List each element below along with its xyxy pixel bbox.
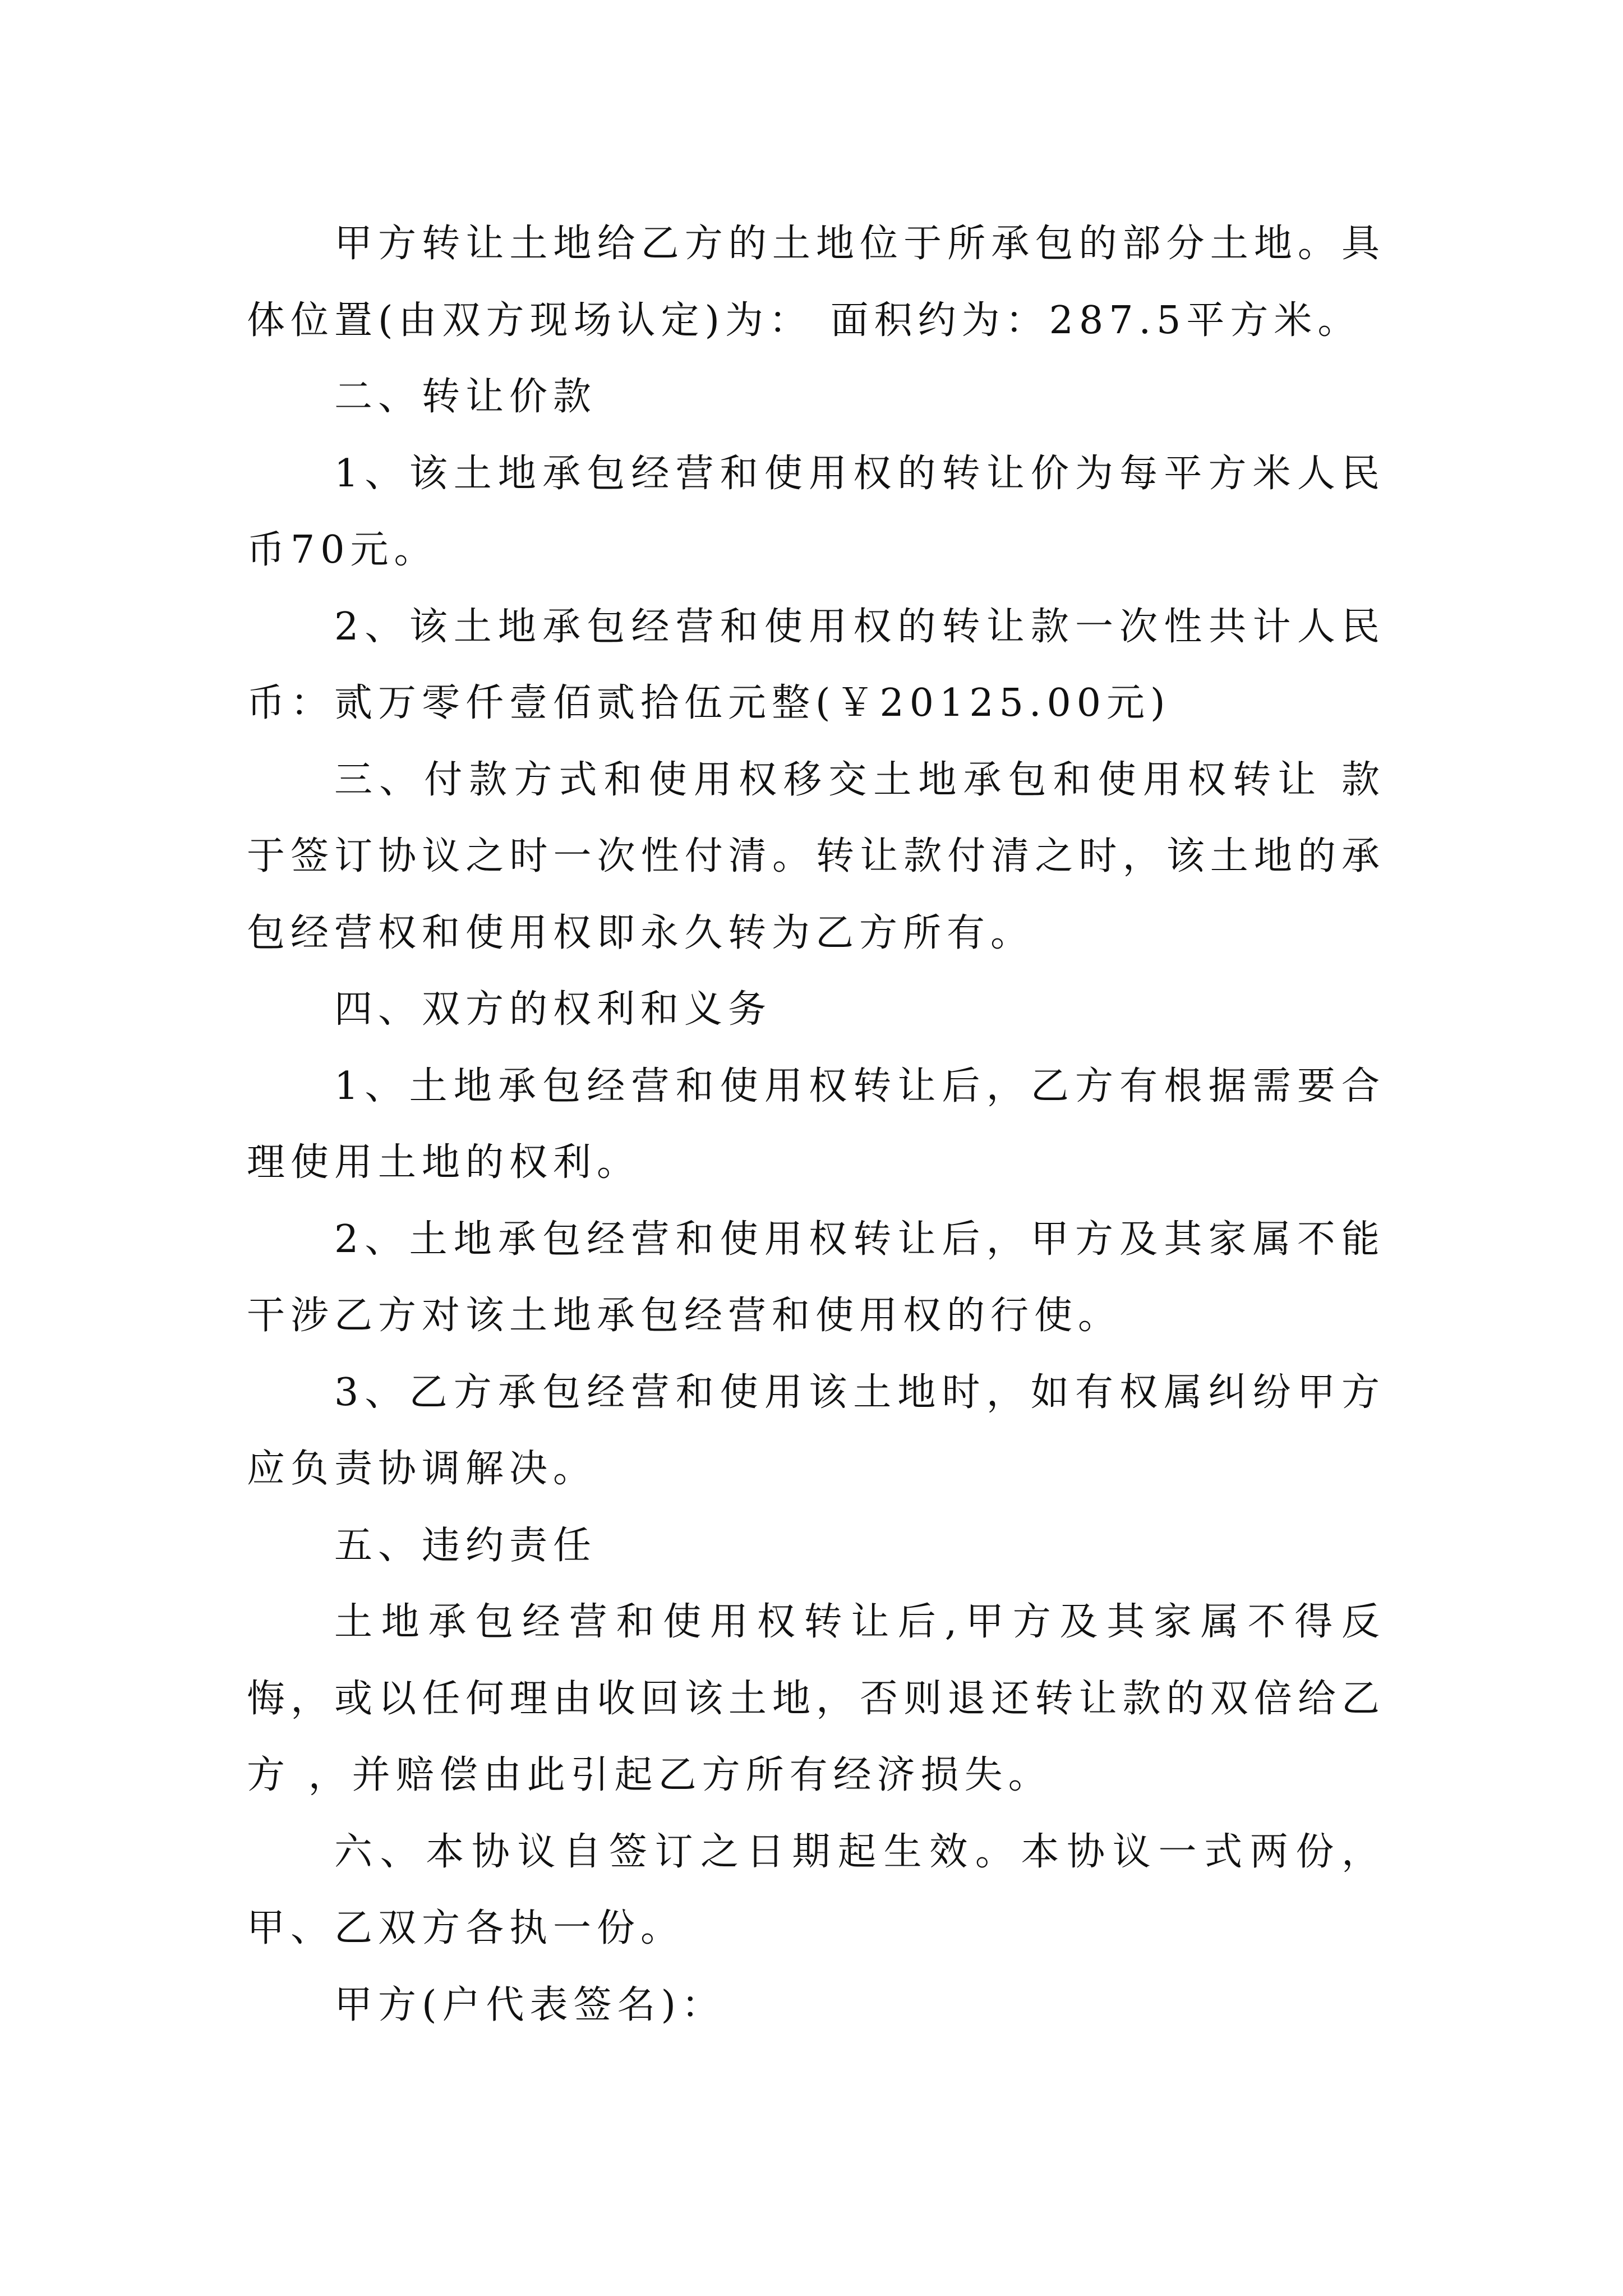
paragraph-payment-method: 三、付款方式和使用权移交土地承包和使用权转让 款于签订协议之时一次性付清。转让款付清之时，该土地的承包经营权和使用权即永久转为乙方所有。 bbox=[247, 757, 1385, 955]
paragraph-right-1: 1、土地承包经营和使用权转让后，乙方有根据需要合理使用土地的权利。 bbox=[247, 1064, 1385, 1185]
heading-transfer-price: 二、转让价款 bbox=[334, 375, 597, 419]
paragraph-total-price: 2、该土地承包经营和使用权的转让款一次性共计人民币：贰万零仟壹佰贰拾伍元整(￥20125.00元) bbox=[247, 604, 1385, 725]
heading-rights-obligations: 四、双方的权利和义务 bbox=[334, 987, 772, 1032]
document-body bbox=[247, 206, 1385, 2044]
paragraph-breach: 土地承包经营和使用权转让后,甲方及其家属不得反悔，或以任何理由收回该土地，否则退还转让款的双倍给乙方 ，并赔偿由此引起乙方所有经济损失。 bbox=[247, 1600, 1385, 1797]
paragraph-right-3: 3、乙方承包经营和使用该土地时，如有权属纠纷甲方应负责协调解决。 bbox=[247, 1370, 1385, 1491]
signature-party-a: 甲方(户代表签名)： bbox=[334, 1982, 726, 2027]
heading-breach-liability: 五、违约责任 bbox=[334, 1523, 597, 1568]
paragraph-land-location: 甲方转让土地给乙方的土地位于所承包的部分土地。具体位置(由双方现场认定)为： 面积约为：287.5平方米。 bbox=[247, 222, 1385, 343]
paragraph-right-2: 2、土地承包经营和使用权转让后，甲方及其家属不能干涉乙方对该土地承包经营和使用权的行使。 bbox=[247, 1217, 1385, 1338]
paragraph-effective-date: 六、本协议自签订之日期起生效。本协议一式两份，甲、乙双方各执一份。 bbox=[247, 1829, 1385, 1950]
paragraph-unit-price: 1、该土地承包经营和使用权的转让价为每平方米人民币70元。 bbox=[247, 451, 1385, 572]
